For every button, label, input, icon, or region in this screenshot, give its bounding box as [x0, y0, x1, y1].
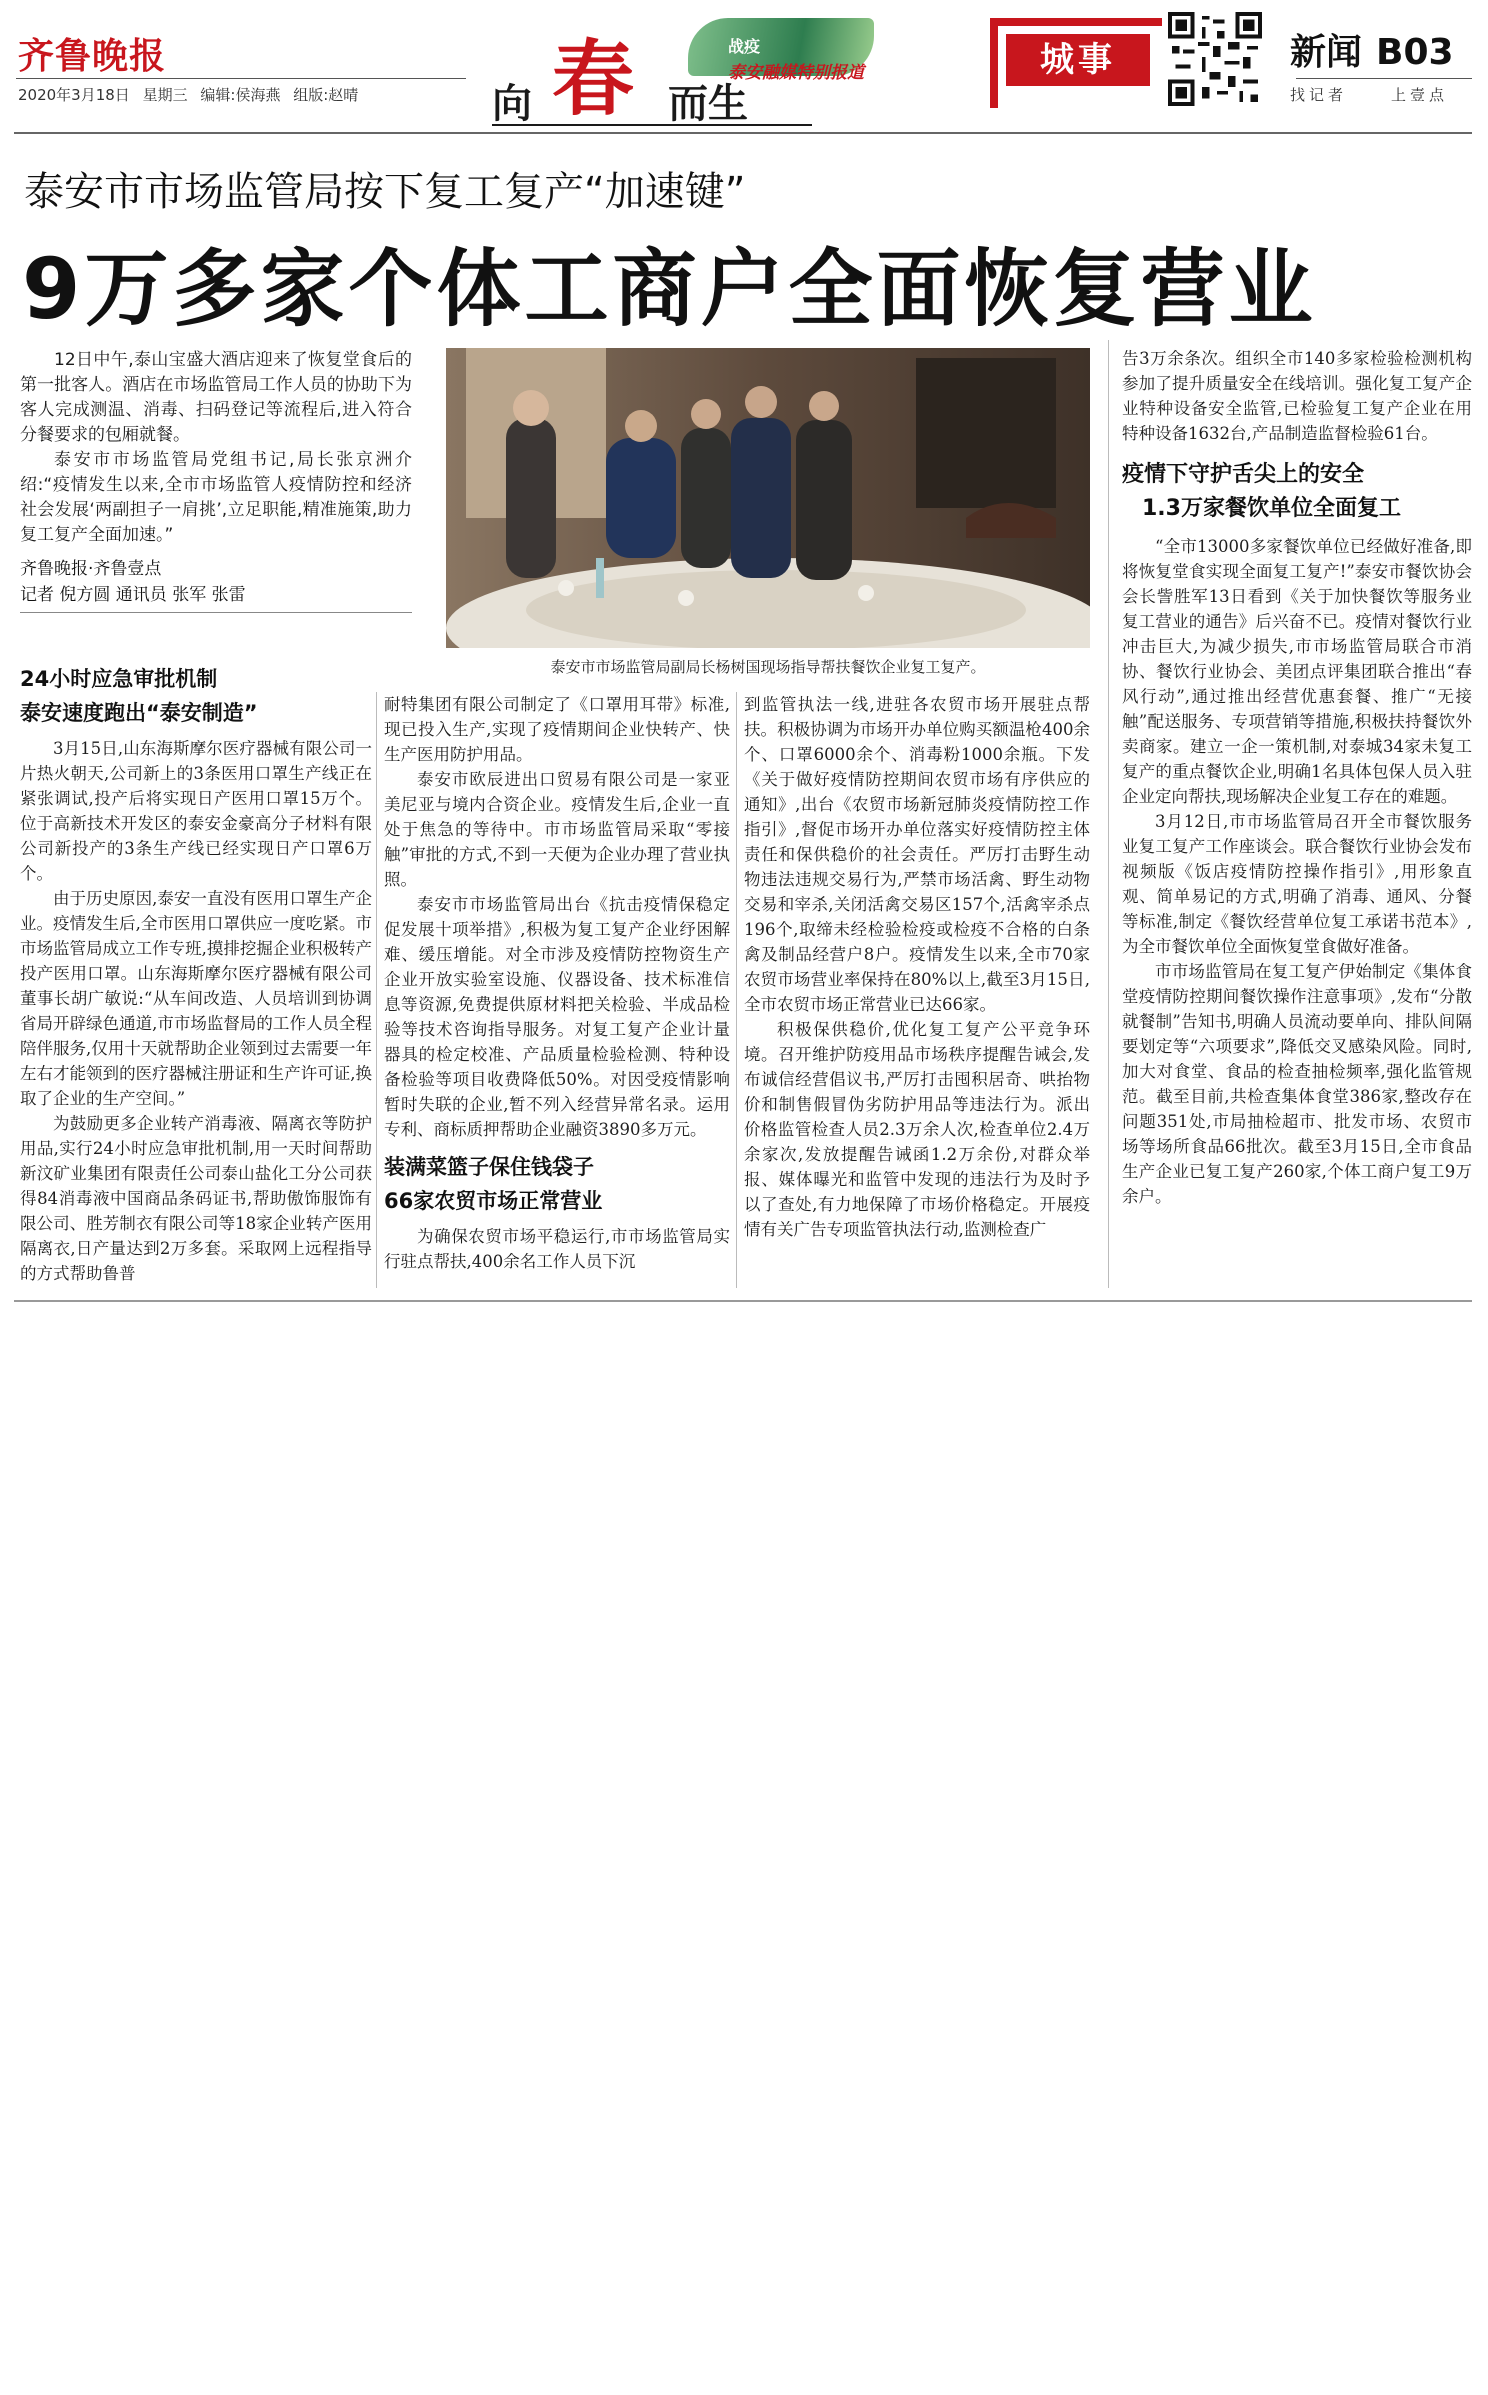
masthead-rule-right [1296, 78, 1472, 79]
column-2 [384, 692, 730, 1274]
col2-paragraph-2: 泰安市欧辰进出口贸易有限公司是一家亚美尼亚与境内合资企业。疫情发生后,企业一直处于焦急的等待中。市市场监管局采取“零接触”审批的方式,不到一天便为企业办理了营业执照。 [384, 770, 730, 889]
section-1-title-a: 24小时应急审批机制 [20, 667, 218, 691]
col3-paragraph-1: 到监管执法一线,进驻各农贸市场开展驻点帮扶。积极协调为市场开办单位购买额温枪400余个、口罩6000余个、消毒粉1000余瓶。下发《关于做好疫情防控期间农贸市场有序供应的通知》,出台《农贸市场新冠肺炎疫情防控工作指引》,督促市场开办单位落实好疫情防控主体责任和保供稳价的社会责任。严厉打击野生动物违法违规交易行为,严禁市场活禽、野生动物交易和宰杀,关闭活禽交易区157个,活禽宰杀点196个,取缔未经检验检疫或检疫不合格的白条禽及制品经营户8户。疫情发生以来,全市70家农贸市场营业率保持在80%以上,截至3月15日,全市农贸市场正常营业已达66家。 [744, 695, 1090, 1014]
section-3-title-a: 疫情下守护舌尖上的安全 [1122, 462, 1365, 487]
qr-code-icon[interactable] [1168, 12, 1262, 106]
city-section-tag: 城事 [1006, 34, 1150, 86]
layout-credit: 组版:赵晴 [293, 86, 359, 104]
editor-credit: 编辑:侯海燕 [200, 86, 281, 104]
banner-word-ersheng: 而生 [668, 81, 748, 127]
masthead-rule-left [16, 78, 466, 79]
section-3-title-b: 1.3万家餐饮单位全面复工 [1142, 496, 1401, 521]
column-divider-1 [376, 692, 377, 1288]
col2-paragraph-3: 泰安市市场监管局出台《抗击疫情保稳定促发展十项举措》,积极为复工复产企业纾困解难、缓压增能。对全市涉及疫情防控物资生产企业开放实验室设施、仪器设备、技术标准信息等资源,免费提供原材料把关检验、半成品检验等技术咨询指导服务。对复工复产企业计量器具的检定校准、产品质量检验检测、特种设备检验等项目收费降低50%。对因受疫情影响暂时失联的企业,暂不列入经营异常名录。运用专利、商标质押帮助企业融资3890多万元。 [384, 895, 730, 1139]
col1-paragraph-2: 由于历史原因,泰安一直没有医用口罩生产企业。疫情发生后,全市医用口罩供应一度吃紧。市市场监管局成立工作专班,摸排挖掘企业积极转产投产医用口罩。山东海斯摩尔医疗器械有限公司董事长胡广敏说:“从车间改造、人员培训到协调省局开辟绿色通道,市市场监督局的工作人员全程陪伴服务,仅用十天就帮助企业领到过去需要一年左右才能领到的医疗器械注册证和生产许可证,换取了企业的生产空间。” [20, 889, 372, 1108]
col2-paragraph-1: 耐特集团有限公司制定了《口罩用耳带》标准,现已投入生产,实现了疫情期间企业快转产、快生产医用防护用品。 [384, 695, 730, 764]
banner-underline [492, 124, 812, 126]
section-2-title-a: 装满菜篮子保住钱袋子 [384, 1155, 594, 1179]
banner-word-xiang: 向 [492, 81, 532, 127]
article-headline: 9万多家个体工商户全面恢复营业 [22, 240, 1317, 338]
column-divider-3 [1108, 340, 1109, 1288]
col4-paragraph-3: 3月12日,市市场监管局召开全市餐饮服务业复工复产工作座谈会。联合餐饮行业协会发布视频版《饭店疫情防控操作指引》,用形象直观、简单易记的方式,明确了消毒、通风、分餐等标准,制定《餐饮经营单位复工承诺书范本》,为全市餐饮单位全面恢复堂食做好准备。 [1122, 812, 1472, 956]
col1-paragraph-1: 3月15日,山东海斯摩尔医疗器械有限公司一片热火朝天,公司新上的3条医用口罩生产线正在紧张调试,投产后将实现日产医用口罩15万个。位于高新技术开发区的泰安金豪高分子材料有限公司新投产的3条生产线已经实现日产口罩6万个。 [20, 739, 372, 883]
newspaper-logo: 齐鲁晚报 [18, 35, 167, 77]
section-1-title-b: 泰安速度跑出“泰安制造” [20, 701, 258, 725]
byline-source: 齐鲁晚报·齐鲁壹点 [20, 559, 162, 579]
col2-paragraph-4: 为确保农贸市场平稳运行,市市场监管局实行驻点帮扶,400余名工作人员下沉 [384, 1227, 730, 1271]
banner-subtitle: 泰安融媒特别报道 [728, 63, 864, 83]
byline-names: 记者 倪方圆 通讯员 张军 张雷 [20, 585, 246, 605]
column-divider-2 [736, 692, 737, 1288]
byline [20, 556, 412, 608]
section-2-title-b: 66家农贸市场正常营业 [384, 1189, 603, 1213]
section-name: 新闻 [1290, 32, 1363, 73]
news-photo [446, 348, 1090, 648]
slogan-left: 找记者 [1290, 86, 1348, 104]
campaign-banner [492, 12, 872, 132]
photo-caption: 泰安市市场监管局副局长杨树国现场指导帮扶餐饮企业复工复产。 [550, 658, 986, 676]
byline-divider [20, 612, 412, 613]
col4-paragraph-1: 告3万余条次。组织全市140多家检验检测机构参加了提升质量安全在线培训。强化复工复产企业特种设备安全监管,已检验复工复产企业在用特种设备1632台,产品制造监督检验61台。 [1122, 349, 1472, 443]
reporter-slogan [1290, 84, 1448, 105]
article-lead [20, 348, 412, 548]
slogan-right: 上壹点 [1391, 86, 1449, 104]
issue-weekday: 星期三 [142, 86, 188, 104]
lead-paragraph-1: 12日中午,泰山宝盛大酒店迎来了恢复堂食后的第一批客人。酒店在市场监管局工作人员的协助下为客人完成测温、消毒、扫码登记等流程后,进入符合分餐要求的包厢就餐。 [20, 350, 412, 445]
col3-paragraph-2: 积极保供稳价,优化复工复产公平竞争环境。召开维护防疫用品市场秩序提醒告诫会,发布诚信经营倡议书,严厉打击囤积居奇、哄抬物价和制售假冒伪劣防护用品等违法行为。派出价格监管检查人员2.3万余人次,检查单位2.4万余家次,发放提醒告诫函1.2万余份,对群众举报、媒体曝光和监管中发现的违法行为及时予以了查处,有力地保障了市场价格稳定。开展疫情有关广告专项监管执法行动,监测检查广 [744, 1020, 1090, 1239]
issue-date: 2020年3月18日 [18, 86, 130, 104]
banner-tag: 战疫 [728, 37, 761, 56]
column-3 [744, 692, 1090, 1242]
date-line [18, 84, 358, 105]
lead-paragraph-2: 泰安市市场监管局党组书记,局长张京洲介绍:“疫情发生以来,全市市场监管人疫情防控和经济社会发展‘两副担子一肩挑’,立足职能,精准施策,助力复工复产全面加速。” [20, 450, 412, 545]
banner-word-chun: 春 [552, 31, 635, 127]
col1-paragraph-3: 为鼓励更多企业转产消毒液、隔离衣等防护用品,实行24小时应急审批机制,用一天时间帮助新汶矿业集团有限责任公司泰山盐化工分公司获得84消毒液中国商品条码证书,帮助傲饰服饰有限公司、胜芳制衣有限公司等18家企业转产医用隔离衣,日产量达到2万多套。采取网上远程指导的方式帮助鲁普 [20, 1114, 372, 1283]
article-kicker: 泰安市市场监管局按下复工复产“加速键” [24, 169, 746, 215]
col4-paragraph-2: “全市13000多家餐饮单位已经做好准备,即将恢复堂食实现全面复工复产!”泰安市餐饮协会会长訾胜军13日看到《关于加快餐饮等服务业复工营业的通告》后兴奋不已。疫情对餐饮行业冲击巨大,为减少损失,市市场监管局联合市消协、餐饮行业协会、美团点评集团联合推出“春风行动”,通过推出经营优惠套餐、推广“无接触”配送服务、专项营销等措施,积极扶持餐饮外卖商家。建立一企一策机制,对泰城34家未复工复产的重点餐饮企业,明确1名具体包保人员入驻企业定向帮扶,现场解决企业复工存在的难题。 [1122, 537, 1472, 806]
page-section [1290, 24, 1454, 75]
page-code: B03 [1376, 32, 1454, 73]
column-4 [1122, 346, 1472, 1209]
column-1 [20, 662, 372, 1286]
col4-paragraph-4: 市市场监管局在复工复产伊始制定《集体食堂疫情防控期间餐饮操作注意事项》,发布“分散就餐制”告知书,明确人员流动要单向、排队间隔要划定等“六项要求”,降低交叉感染风险。同时,加大对食堂、食品的检查抽检频率,强化监管规范。截至目前,共检查集体食堂386家,整改存在问题351处,市局抽检超市、批发市场、农贸市场等场所食品66批次。截至3月15日,全市食品生产企业已复工复产260家,个体工商户复工9万余户。 [1122, 962, 1472, 1206]
